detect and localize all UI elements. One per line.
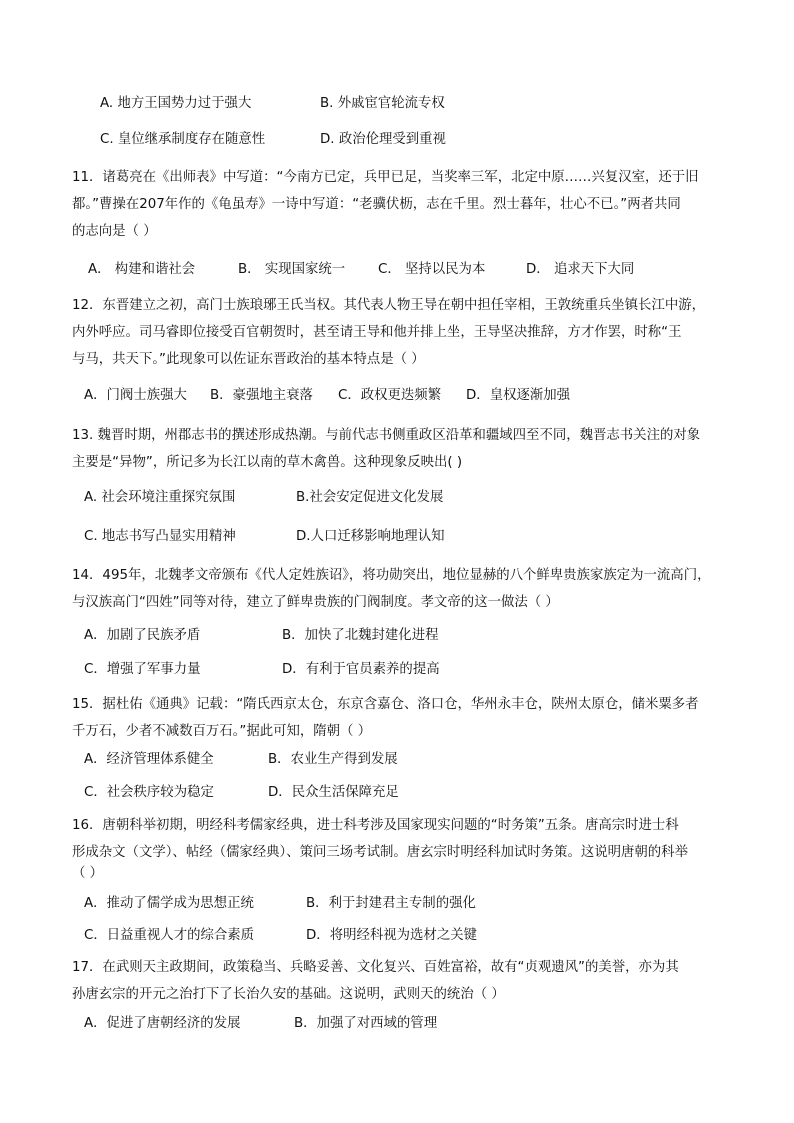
q13-option-a: A. 社会环境注重探究氛围 [84, 490, 236, 505]
q13-stem-line: 主要是“异物”，所记多为长江以南的草木禽兽。这种现象反映出( ) [72, 455, 463, 470]
q15-stem-line: 千万石，少者不减数百万石。”据此可知，隋朝（ ） [72, 724, 372, 739]
q11-stem-line: 11．诸葛亮在《出师表》中写道：“今南方已定，兵甲已足，当奖率三军，北定中原……兴复汉室，还于旧 [72, 170, 699, 185]
q13-option-b: B.社会安定促进文化发展 [296, 490, 444, 505]
q14-option-a: A．加剧了民族矛盾 [84, 628, 201, 643]
q12-option-d: D．皇权逐渐加强 [466, 388, 571, 403]
q14-stem-line: 14．495年，北魏孝文帝颁布《代人定姓族诏》，将功勋突出，地位显赫的八个鲜卑贵族家族定为一流高门， [72, 568, 711, 583]
q10-option-b: B. 外戚宦官轮流专权 [320, 96, 445, 111]
q16-stem-line: 16．唐朝科举初期，明经科考儒家经典，进士科考涉及国家现实问题的“时务策”五条。唐高宗时进士科 [72, 818, 679, 833]
q16-option-a: A．推动了儒学成为思想正统 [84, 896, 254, 911]
q16-option-d: D．将明经科视为选材之关键 [306, 928, 477, 943]
q17-stem-line: 孙唐玄宗的开元之治打下了长治久安的基础。这说明，武则天的统治（ ） [72, 987, 505, 1002]
q13-option-d: D.人口迁移影响地理认知 [296, 529, 445, 544]
q11-stem-line: 的志向是（ ） [72, 224, 157, 239]
q14-stem-line: 与汉族高门“四姓”同等对待，建立了鲜卑贵族的门阀制度。孝文帝的这一做法（ ） [72, 595, 559, 610]
q10-option-d: D. 政治伦理受到重视 [320, 132, 446, 147]
q12-option-b: B．豪强地主衰落 [210, 388, 313, 403]
q11-option-d: D． 追求天下大同 [526, 262, 635, 277]
q16-stem-line: 形成杂文（文学）、帖经（儒家经典）、策问三场考试制。唐玄宗时明经科加试时务策。这说明唐朝的科举 [72, 845, 688, 860]
q16-option-b: B．利于封建君主专制的强化 [306, 896, 476, 911]
q15-option-b: B．农业生产得到发展 [268, 752, 398, 767]
q12-option-c: C．政权更迭频繁 [338, 388, 442, 403]
q14-option-c: C．增强了军事力量 [84, 662, 201, 677]
q13-stem-line: 13. 魏晋时期，州郡志书的撰述形成热潮。与前代志书侧重政区沿革和疆域四至不同，魏晋志书关注的对象 [72, 428, 701, 443]
q13-option-c: C. 地志书写凸显实用精神 [84, 529, 236, 544]
q12-stem-line: 内外呼应。司马睿即位接受百官朝贺时，甚至请王导和他并排上坐，王导坚决推辞，方才作罢，时称“王 [72, 325, 682, 340]
q15-option-a: A．经济管理体系健全 [84, 752, 214, 767]
q17-option-a: A．促进了唐朝经济的发展 [84, 1016, 241, 1031]
q11-option-a: A． 构建和谐社会 [88, 262, 196, 277]
q14-option-d: D．有利于官员素养的提高 [282, 662, 440, 677]
q17-stem-line: 17．在武则天主政期间，政策稳当、兵略妥善、文化复兴、百姓富裕，故有“贞观遗风”的美誉，亦为其 [72, 960, 679, 975]
q10-option-c: C. 皇位继承制度存在随意性 [100, 132, 266, 147]
q17-option-b: B．加强了对西域的管理 [294, 1016, 438, 1031]
q16-stem-line: （ ） [72, 866, 104, 881]
q14-option-b: B．加快了北魏封建化进程 [282, 628, 439, 643]
q11-stem-line: 都。”曹操在207年作的《龟虽寿》一诗中写道：“老骥伏枥，志在千里。烈士暮年，壮心不已。”两者共同 [72, 197, 681, 212]
q15-option-c: C．社会秩序较为稳定 [84, 785, 214, 800]
q15-stem-line: 15．据杜佑《通典》记载：“隋氏西京太仓，东京含嘉仓、洛口仓，华州永丰仓，陕州太原仓，储米粟多者 [72, 697, 699, 712]
q11-option-c: C． 坚持以民为本 [378, 262, 486, 277]
q12-stem-line: 12．东晋建立之初，高门士族琅琊王氏当权。其代表人物王导在朝中担任宰相，王敦统重兵坐镇长江中游， [72, 298, 706, 313]
q12-stem-line: 与马，共天下。”此现象可以佐证东晋政治的基本特点是（ ） [72, 352, 425, 367]
q15-option-d: D．民众生活保障充足 [268, 785, 399, 800]
q10-option-a: A. 地方王国势力过于强大 [100, 96, 252, 111]
q12-option-a: A．门阀士族强大 [84, 388, 187, 403]
q16-option-c: C．日益重视人才的综合素质 [84, 928, 255, 943]
q11-option-b: B． 实现国家统一 [238, 262, 346, 277]
